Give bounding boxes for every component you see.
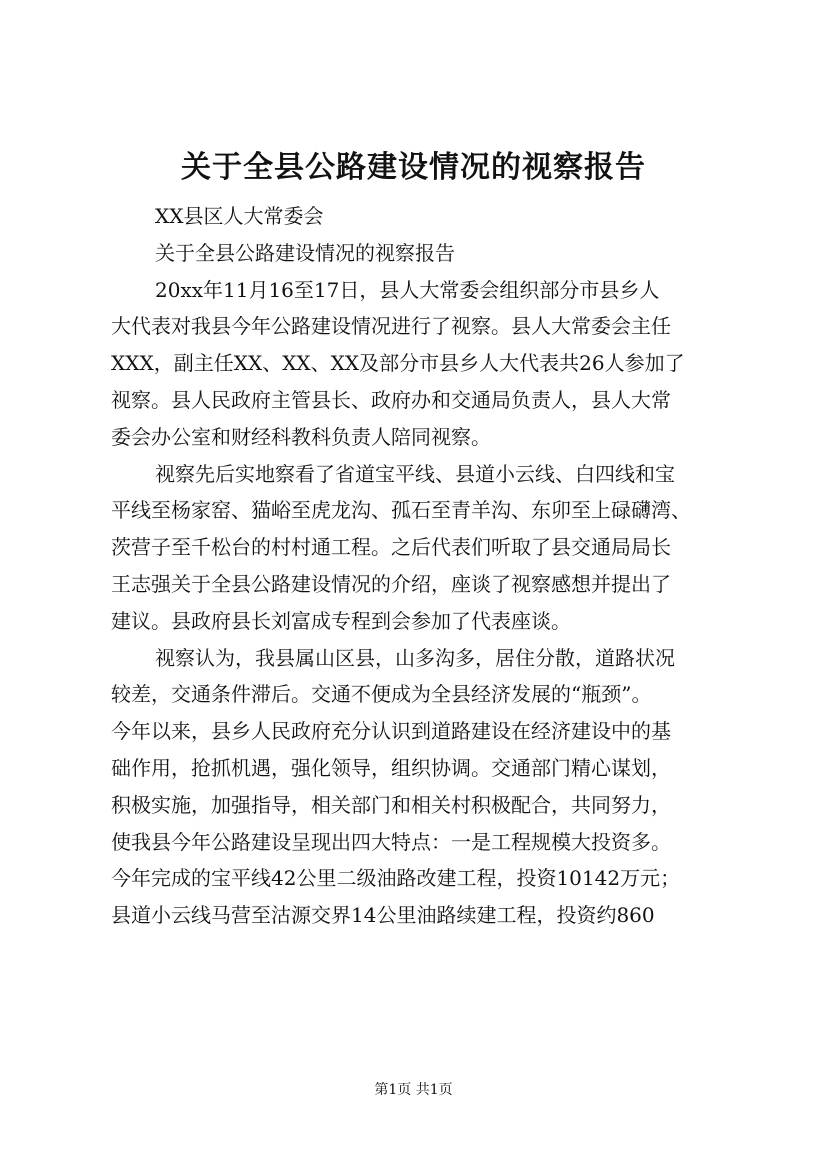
paragraph-line: 视察先后实地察看了省道宝平线、县道小云线、白四线和宝 [155,461,675,486]
paragraph-line: 大代表对我县今年公路建设情况进行了视察。县人大常委会主任 [111,314,671,339]
paragraph-line: 视察。县人民政府主管县长、政府办和交通局负责人，县人大常 [111,387,671,412]
paragraph-line: 王志强关于全县公路建设情况的介绍，座谈了视察感想并提出了 [111,571,671,596]
paragraph-line: 使我县今年公路建设呈现出四大特点：一是工程规模大投资多。 [111,829,671,854]
paragraph-line: 础作用，抢抓机遇，强化领导，组织协调。交通部门精心谋划， [111,755,671,780]
paragraph-line: XXX，副主任XX、XX、XX及部分市县乡人大代表共26人参加了 [111,351,685,376]
paragraph-line: 积极实施，加强指导，相关部门和相关村积极配合，共同努力， [111,792,671,817]
paragraph-line: 今年以来，县乡人民政府充分认识到道路建设在经济建设中的基 [111,719,671,744]
paragraph-line: 今年完成的宝平线42公里二级油路改建工程，投资10142万元； [111,866,681,891]
document-body [111,198,731,934]
paragraph-line: 建议。县政府县长刘富成专程到会参加了代表座谈。 [111,608,571,633]
page-footer: 第1页 共1页 [374,1082,453,1098]
addressee-line: XX县区人大常委会 [155,204,324,228]
document-title: 关于全县公路建设情况的视察报告 [181,150,646,185]
paragraph-line: 平线至杨家窑、猫峪至虎龙沟、孤石至青羊沟、东卯至上碌礴湾、 [111,498,691,523]
paragraph-line: 视察认为，我县属山区县，山多沟多，居住分散，道路状况 [155,645,675,670]
paragraph-line: 茨营子至千松台的村村通工程。之后代表们听取了县交通局局长 [111,535,671,560]
paragraph-line: 20xx年11月16至17日，县人大常委会组织部分市县乡人 [155,277,660,302]
paragraph-line: 县道小云线马营至沽源交界14公里油路续建工程，投资约860 [111,903,655,928]
paragraph-line: 较差，交通条件滞后。交通不便成为全县经济发展的“瓶颈”。 [111,682,652,707]
report-subtitle-line: 关于全县公路建设情况的视察报告 [155,240,455,265]
paragraph-line: 委会办公室和财经科教科负责人陪同视察。 [111,424,491,449]
